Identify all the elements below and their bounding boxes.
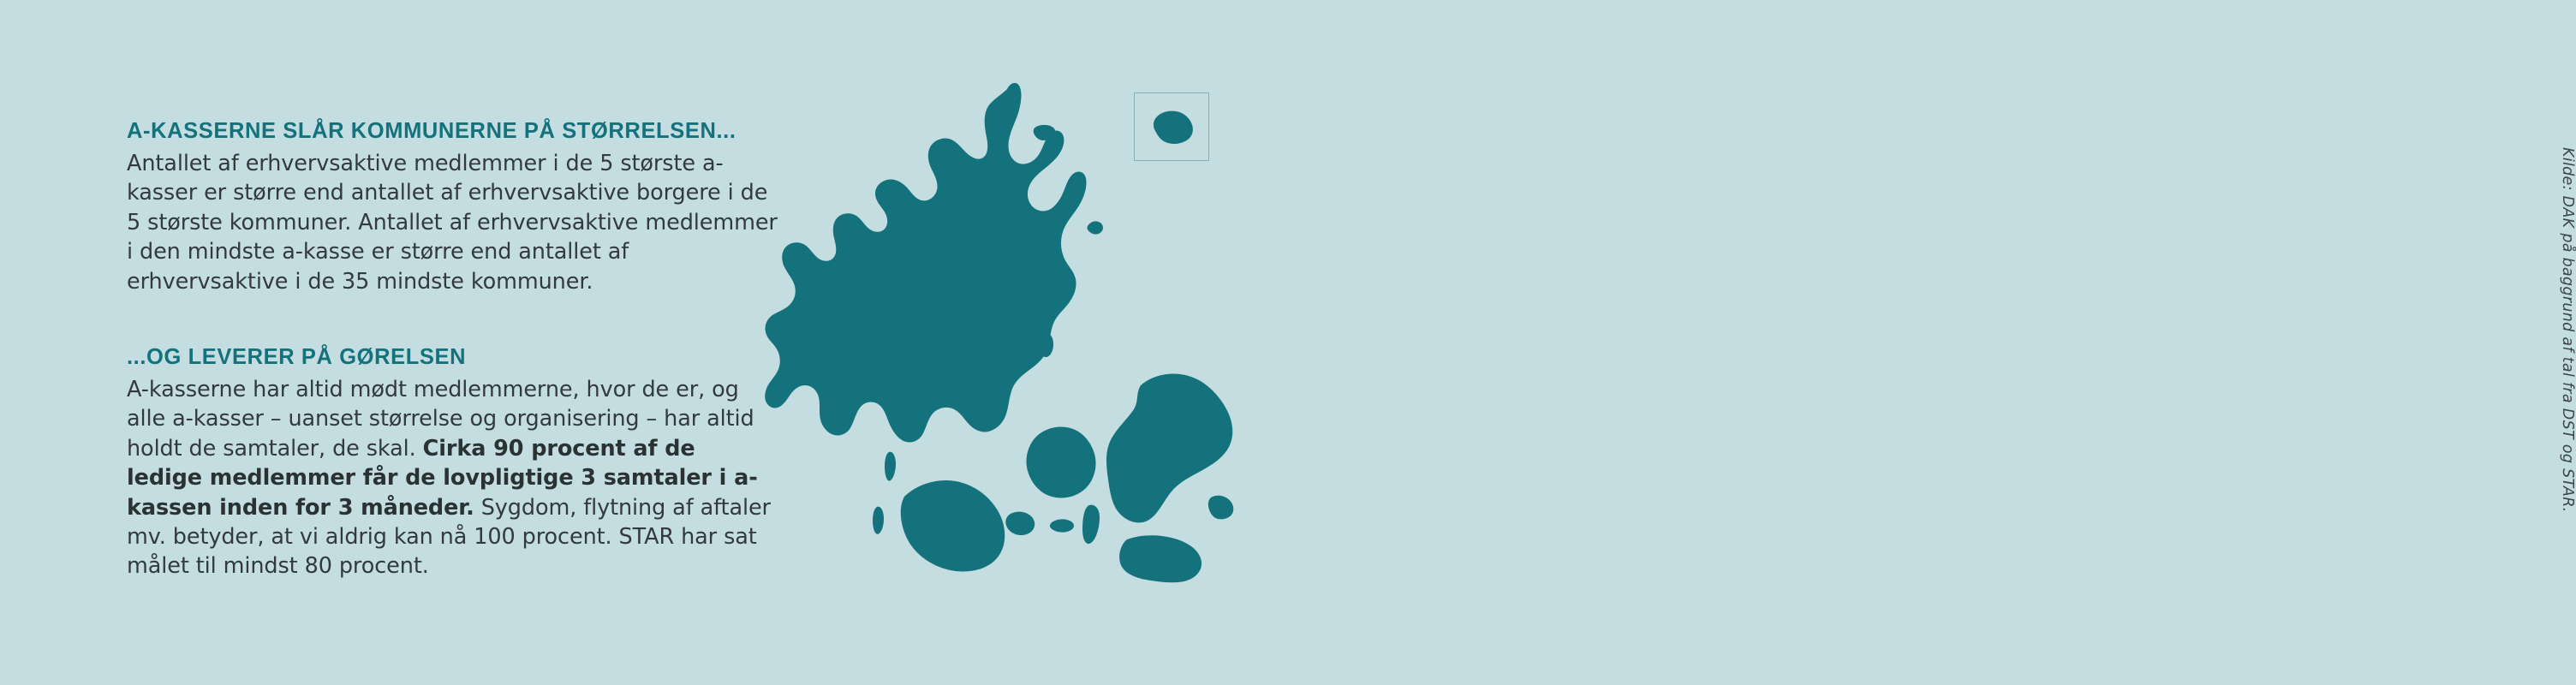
anholt-shape xyxy=(1088,221,1104,234)
als-shape xyxy=(1005,512,1035,535)
lolland-falster-shape xyxy=(1119,535,1202,582)
section-block-2 xyxy=(127,344,778,581)
source-note-area xyxy=(1319,0,2576,685)
section-2-body-part-1: A-kasserne har altid mødt medlemmerne, hvor de er, og alle a-kasser – uanset størrelse og organisering – har altid holdt de samtaler, de skal. xyxy=(127,376,754,462)
section-2-body-highlight: Cirka 90 procent af de ledige medlemmer får de lovpligtige 3 samtaler i a-kassen inden for 3 måneder. xyxy=(127,435,758,521)
section-2-body xyxy=(127,375,778,581)
bornholm-shape xyxy=(1154,111,1193,144)
funen-shape xyxy=(1026,426,1095,497)
section-1-heading: A-KASSERNE SLÅR KOMMUNERNE PÅ STØRRELSEN... xyxy=(127,119,736,143)
section-2-heading: ...OG LEVERER PÅ GØRELSEN xyxy=(127,344,467,369)
section-2-body-part-2: Sygdom, flytning af aftaler mv. betyder, at vi aldrig kan nå 100 procent. STAR har sat målet til mindst 80 procent. xyxy=(127,494,771,580)
romo-shape xyxy=(873,507,884,534)
moen-shape xyxy=(1208,496,1233,520)
section-block-1 xyxy=(127,118,778,296)
fano-shape xyxy=(885,452,896,481)
denmark-map-svg xyxy=(754,51,1302,616)
text-column xyxy=(127,118,778,581)
south-jutland-shape xyxy=(901,480,1005,571)
aero-shape xyxy=(1050,519,1074,532)
denmark-map xyxy=(754,51,1302,616)
bornholm-inset-box xyxy=(1134,92,1209,161)
langeland-shape xyxy=(1082,505,1100,544)
bornholm-inset-svg xyxy=(1135,93,1208,160)
section-1-body: Antallet af erhvervsaktive medlemmer i de 5 største a-kasser er større end antallet af erhvervsaktive borgere i de 5 største kommuner. Antallet af erhvervsaktive medlemmer i den mindste a-kasse er større end antallet af erhvervsaktive i de 35 mindste kommuner. xyxy=(127,150,778,295)
source-note: Kilde: DAK på baggrund af tal fra DST og STAR. xyxy=(2559,147,2576,513)
samso-shape xyxy=(1040,333,1054,357)
